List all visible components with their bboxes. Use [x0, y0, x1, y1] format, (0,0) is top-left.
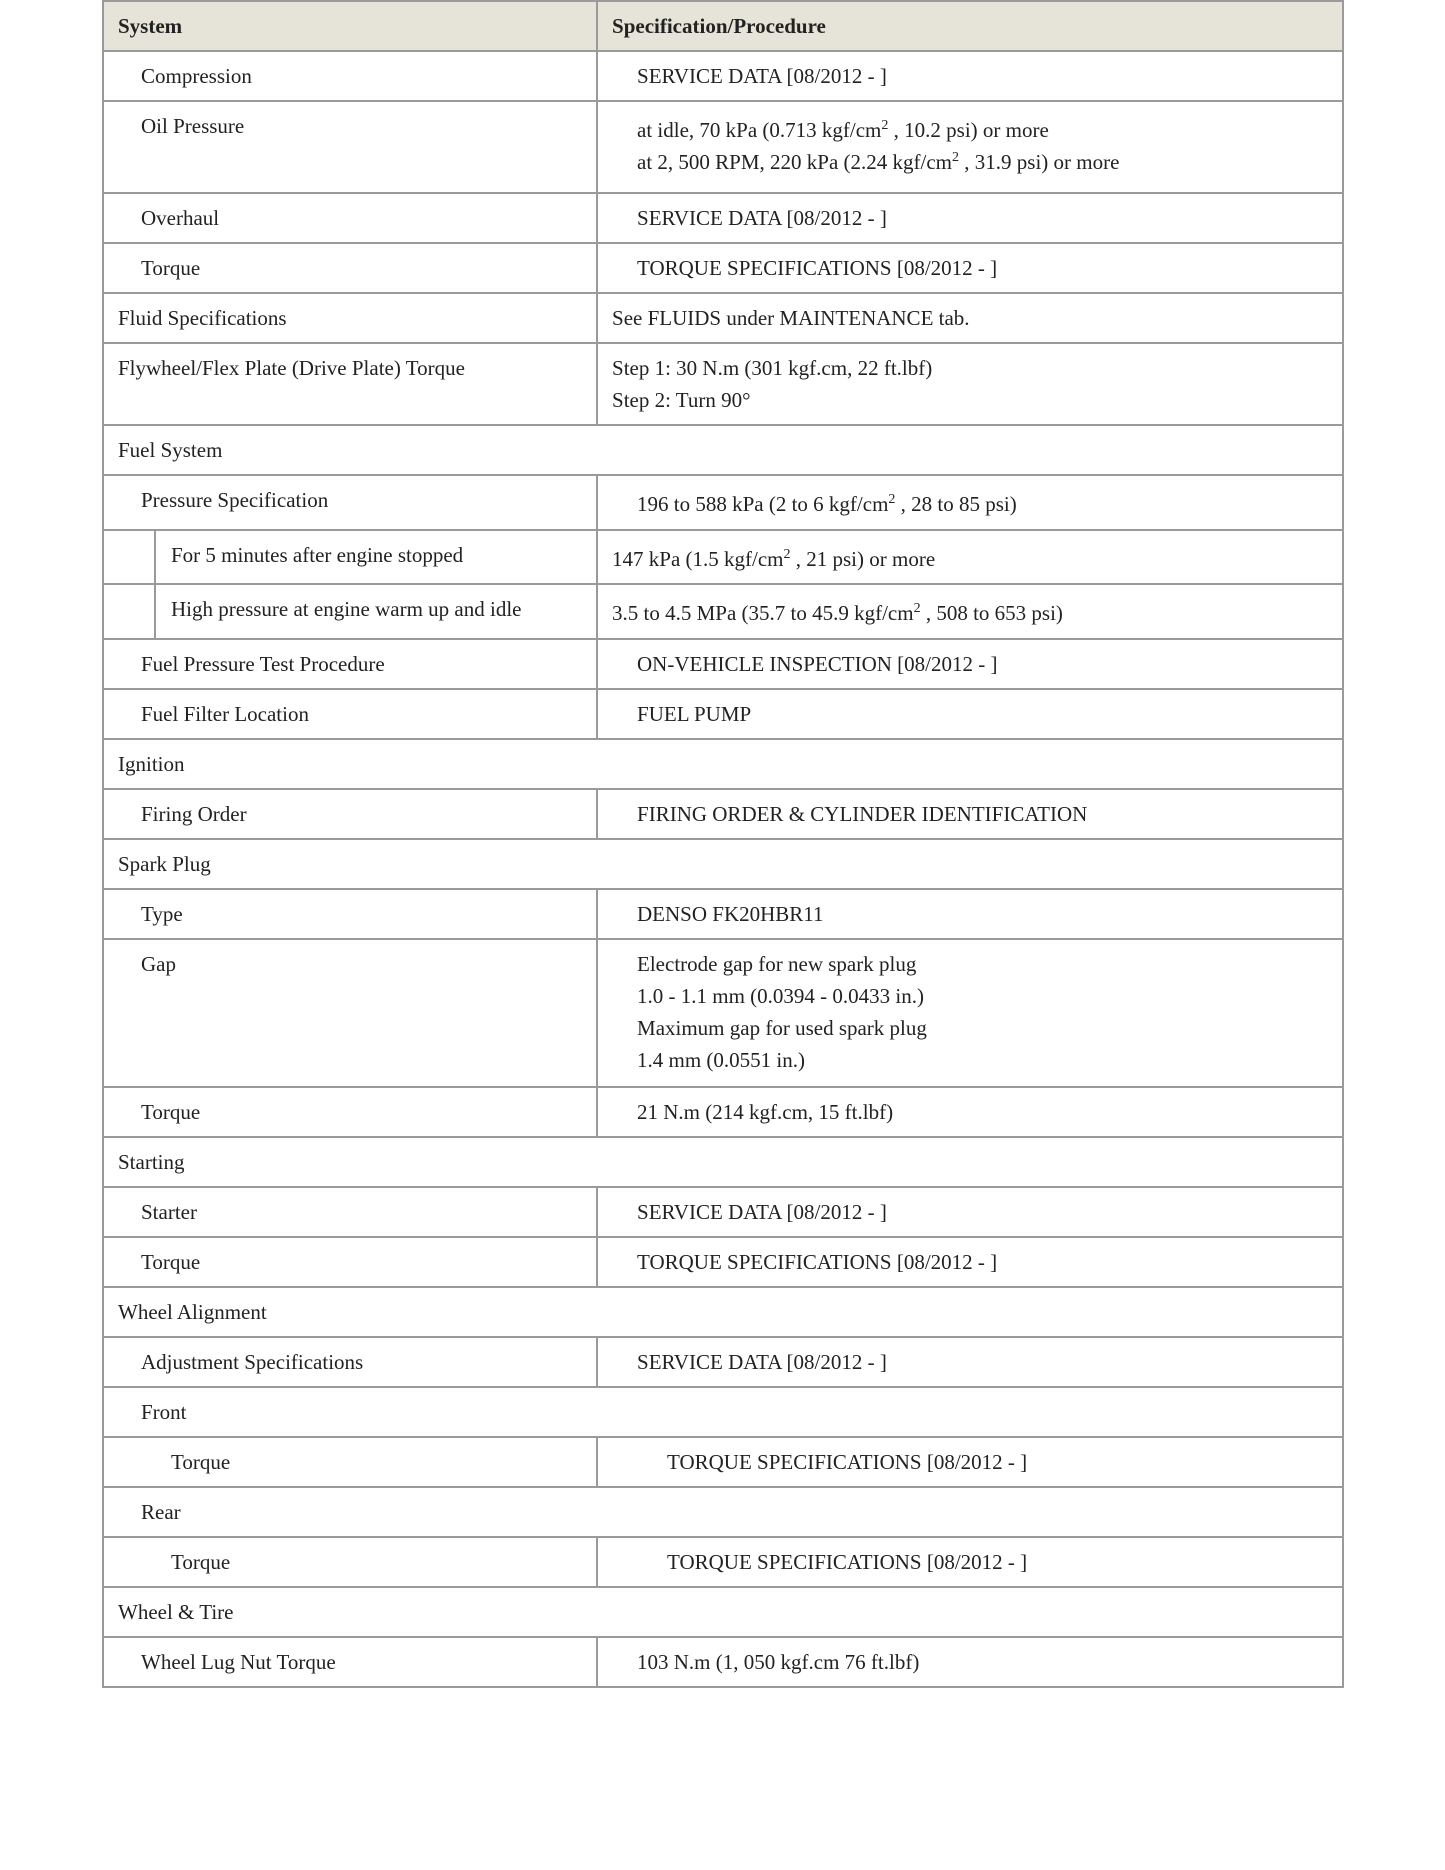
- section-fuel-system: Fuel System: [103, 425, 1343, 475]
- row-label-overhaul: Overhaul: [103, 193, 597, 243]
- header-system: System: [103, 1, 597, 51]
- gap-max-label: Maximum gap for used spark plug: [637, 1016, 927, 1040]
- table-row: [103, 1587, 1343, 1637]
- row-label-front-torque: Torque: [103, 1437, 597, 1487]
- row-label-engine-torque: Torque: [103, 243, 597, 293]
- table-row: [103, 1087, 1343, 1137]
- section-front: Front: [103, 1387, 1343, 1437]
- table-header-row: [103, 1, 1343, 51]
- table-row: [103, 939, 1343, 1087]
- table-row: [103, 739, 1343, 789]
- table-row: [103, 639, 1343, 689]
- section-rear: Rear: [103, 1487, 1343, 1537]
- flywheel-step-1: Step 1: 30 N.m (301 kgf.cm, 22 ft.lbf): [612, 356, 933, 380]
- header-spec: Specification/Procedure: [597, 1, 1343, 51]
- section-spark-plug: Spark Plug: [103, 839, 1343, 889]
- row-value-rear-torque: TORQUE SPECIFICATIONS [08/2012 - ]: [597, 1537, 1343, 1587]
- row-value-engine-torque: TORQUE SPECIFICATIONS [08/2012 - ]: [597, 243, 1343, 293]
- row-label-fuel-test: Fuel Pressure Test Procedure: [103, 639, 597, 689]
- row-value-lug-nut: 103 N.m (1, 050 kgf.cm 76 ft.lbf): [597, 1637, 1343, 1687]
- row-label-high-pressure: High pressure at engine warm up and idle: [155, 584, 597, 639]
- row-value-plug-torque: 21 N.m (214 kgf.cm, 15 ft.lbf): [597, 1087, 1343, 1137]
- indent-spacer: [103, 584, 155, 639]
- row-value-pressure-spec: 196 to 588 kPa (2 to 6 kgf/$cm^2$ , 28 to 85 psi): [597, 475, 1343, 530]
- row-label-pressure-spec: Pressure Specification: [103, 475, 597, 530]
- oil-pressure-idle: at idle, 70 kPa (0.713 kgf/$cm^2$ , 10.2 psi) or more: [637, 118, 1049, 142]
- table-row: [103, 584, 1343, 639]
- spec-table: [102, 0, 1344, 1688]
- row-value-firing-order: FIRING ORDER & CYLINDER IDENTIFICATION: [597, 789, 1343, 839]
- table-row: [103, 530, 1343, 584]
- table-row: [103, 425, 1343, 475]
- oil-pressure-2500: at 2, 500 RPM, 220 kPa (2.24 kgf/$cm^2$ , 31.9 psi) or more: [637, 150, 1120, 174]
- row-label-rear-torque: Torque: [103, 1537, 597, 1587]
- row-value-compression: SERVICE DATA [08/2012 - ]: [597, 51, 1343, 101]
- row-label-fluid-specs: Fluid Specifications: [103, 293, 597, 343]
- row-value-fuel-test: ON-VEHICLE INSPECTION [08/2012 - ]: [597, 639, 1343, 689]
- row-value-fluid-specs: See FLUIDS under MAINTENANCE tab.: [597, 293, 1343, 343]
- gap-max-value: 1.4 mm (0.0551 in.): [637, 1048, 806, 1072]
- row-label-adjustment: Adjustment Specifications: [103, 1337, 597, 1387]
- row-value-plug-type: DENSO FK20HBR11: [597, 889, 1343, 939]
- row-label-oil-pressure: Oil Pressure: [103, 101, 597, 193]
- row-value-overhaul: SERVICE DATA [08/2012 - ]: [597, 193, 1343, 243]
- table-row: [103, 101, 1343, 193]
- row-label-lug-nut: Wheel Lug Nut Torque: [103, 1637, 597, 1687]
- row-value-oil-pressure: [597, 101, 1343, 193]
- row-label-plug-torque: Torque: [103, 1087, 597, 1137]
- table-row: [103, 1337, 1343, 1387]
- row-value-starter: SERVICE DATA [08/2012 - ]: [597, 1187, 1343, 1237]
- table-row: [103, 1637, 1343, 1687]
- table-row: [103, 689, 1343, 739]
- row-label-starter-torque: Torque: [103, 1237, 597, 1287]
- table-row: [103, 293, 1343, 343]
- row-value-flywheel: [597, 343, 1343, 425]
- flywheel-step-2: Step 2: Turn 90°: [612, 388, 751, 412]
- table-row: [103, 51, 1343, 101]
- table-row: [103, 1287, 1343, 1337]
- table-row: [103, 1537, 1343, 1587]
- row-value-fuel-filter: FUEL PUMP: [597, 689, 1343, 739]
- gap-new-value: 1.0 - 1.1 mm (0.0394 - 0.0433 in.): [637, 984, 924, 1008]
- row-value-adjustment: SERVICE DATA [08/2012 - ]: [597, 1337, 1343, 1387]
- row-label-fuel-filter: Fuel Filter Location: [103, 689, 597, 739]
- row-value-starter-torque: TORQUE SPECIFICATIONS [08/2012 - ]: [597, 1237, 1343, 1287]
- table-row: [103, 839, 1343, 889]
- row-label-flywheel: Flywheel/Flex Plate (Drive Plate) Torque: [103, 343, 597, 425]
- section-starting: Starting: [103, 1137, 1343, 1187]
- table-row: [103, 1237, 1343, 1287]
- section-ignition: Ignition: [103, 739, 1343, 789]
- table-row: [103, 1187, 1343, 1237]
- table-row: [103, 1387, 1343, 1437]
- row-label-compression: Compression: [103, 51, 597, 101]
- row-label-starter: Starter: [103, 1187, 597, 1237]
- table-row: [103, 193, 1343, 243]
- row-value-high-pressure: 3.5 to 4.5 MPa (35.7 to 45.9 kgf/$cm^2$ , 508 to 653 psi): [597, 584, 1343, 639]
- section-wheel-alignment: Wheel Alignment: [103, 1287, 1343, 1337]
- table-row: [103, 1487, 1343, 1537]
- indent-spacer: [103, 530, 155, 584]
- table-row: [103, 1137, 1343, 1187]
- row-label-five-minutes: For 5 minutes after engine stopped: [155, 530, 597, 584]
- table-row: [103, 475, 1343, 530]
- row-label-firing-order: Firing Order: [103, 789, 597, 839]
- table-row: [103, 789, 1343, 839]
- row-value-plug-gap: [597, 939, 1343, 1087]
- table-row: [103, 243, 1343, 293]
- table-row: [103, 343, 1343, 425]
- row-value-five-minutes: 147 kPa (1.5 kgf/$cm^2$ , 21 psi) or more: [597, 530, 1343, 584]
- table-row: [103, 1437, 1343, 1487]
- table-row: [103, 889, 1343, 939]
- gap-new-label: Electrode gap for new spark plug: [637, 952, 917, 976]
- row-label-plug-type: Type: [103, 889, 597, 939]
- row-value-front-torque: TORQUE SPECIFICATIONS [08/2012 - ]: [597, 1437, 1343, 1487]
- section-wheel-tire: Wheel & Tire: [103, 1587, 1343, 1637]
- row-label-plug-gap: Gap: [103, 939, 597, 1087]
